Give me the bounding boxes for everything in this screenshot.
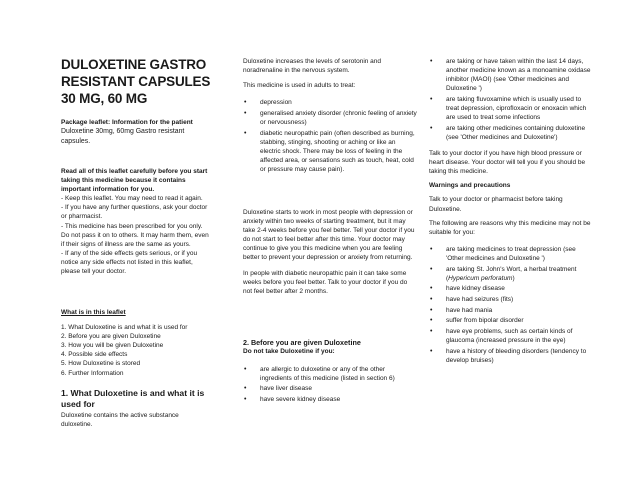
package-leaflet-heading: Package leaflet: Information for the patient bbox=[61, 119, 193, 126]
do-not-take-heading: Do not take Duloxetine if you: bbox=[243, 348, 335, 356]
contents-block bbox=[61, 308, 211, 378]
package-leaflet-block bbox=[61, 118, 211, 146]
uses-list bbox=[243, 98, 417, 174]
reasons-list bbox=[429, 245, 592, 365]
reasons-paragraph: The following are reasons why this medicine may not be suitable for you: bbox=[429, 219, 591, 236]
list-item: • have had mania bbox=[429, 306, 592, 315]
col2-upper bbox=[243, 57, 417, 176]
list-item: • have severe kidney disease bbox=[243, 395, 417, 404]
read-heading: Read all of this leaflet carefully before you start taking this medicine because it contains important information for you. bbox=[61, 168, 208, 194]
list-item: • are taking medicines to treat depression (see 'Other medicines and Duloxetine ') bbox=[429, 245, 592, 263]
talk-paragraph: Talk to your doctor or pharmacist before taking Duloxetine. bbox=[429, 196, 563, 213]
col2-middle bbox=[243, 208, 417, 296]
warnings-heading: Warnings and precautions bbox=[429, 182, 511, 190]
contents-item: 3. How you will be given Duloxetine bbox=[61, 342, 164, 350]
do-not-take-list bbox=[243, 365, 417, 405]
section-2-heading: 2. Before you are given Duloxetine bbox=[243, 338, 361, 347]
read-item: - This medicine has been prescribed for you only. Do not pass it on to others. It may harm them, even if their signs of illness are the same as yours. bbox=[61, 222, 209, 248]
section-2-block bbox=[243, 338, 417, 406]
hypericum-text: Hypericum perforatum bbox=[448, 274, 513, 282]
list-item: • have had seizures (fits) bbox=[429, 295, 592, 304]
list-item bbox=[429, 265, 592, 283]
blood-pressure-paragraph: Talk to your doctor if you have high blood pressure or heart disease. Your doctor will tell you if you should be taking this medicine. bbox=[429, 150, 586, 176]
list-item: • have liver disease bbox=[243, 384, 417, 393]
read-item: - Keep this leaflet. You may need to read it again. bbox=[61, 195, 203, 203]
list-item: • have eye problems, such as certain kinds of glaucoma (increased pressure in the eye) bbox=[429, 327, 592, 345]
list-item: • depression bbox=[243, 98, 417, 107]
contents-item: 1. What Duloxetine is and what it is used for bbox=[61, 324, 188, 332]
depression-paragraph: Duloxetine starts to work in most people with depression or anxiety within two weeks of starting treatment, but it may take 2-4 weeks before you feel better. Tell your doctor if you do not start to feel better after this time. Your doctor may continue to give you this medicine when you are feeling better to prevent your depression or anxiety from returning. bbox=[243, 209, 415, 262]
intro-text: Duloxetine increases the levels of serotonin and noradrenaline in the nervous system. bbox=[243, 58, 382, 75]
hypericum-close: ) bbox=[512, 274, 515, 282]
read-item: - If any of the side effects gets serious, or if you notice any side effects not listed in this leaflet, please tell your doctor. bbox=[61, 249, 198, 276]
contents-item: 4. Possible side effects bbox=[61, 351, 128, 359]
list-item: • generalised anxiety disorder (chronic feeling of anxiety or nervousness) bbox=[243, 109, 417, 127]
list-item: • are taking or have taken within the last 14 days, another medicine known as a monoamine oxidase inhibitor (MAOI) (see 'Other medicines and Duloxetine ') bbox=[429, 57, 592, 93]
contents-heading: What is in this leaflet bbox=[61, 309, 126, 316]
contents-item: 2. Before you are given Duloxetine bbox=[61, 333, 161, 341]
contraindications-list bbox=[429, 57, 592, 142]
contents-item: 5. How Duloxetine is stored bbox=[61, 360, 141, 368]
neuropathic-paragraph: In people with diabetic neuropathic pain it can take some weeks before you feel better. Talk to your doctor if you do not feel better after 2 months. bbox=[243, 269, 408, 295]
leaflet-title: DULOXETINE GASTRO RESISTANT CAPSULES 30 MG, 60 MG bbox=[61, 57, 211, 106]
product-name: Duloxetine 30mg, 60mg Gastro resistant capsules. bbox=[61, 128, 185, 145]
list-item: • suffer from bipolar disorder bbox=[429, 316, 592, 325]
list-item: • diabetic neuropathic pain (often described as burning, stabbing, stinging, shooting or aching or like an electric shock. There may be loss of feeling in the affected area, or sensations such as touch, heat, cold or pressure may cause pain). bbox=[243, 129, 417, 174]
list-item: • have kidney disease bbox=[429, 284, 592, 293]
section-1-text: Duloxetine contains the active substance duloxetine. bbox=[61, 412, 179, 429]
st-johns-wort-text: are taking St. John's Wort, a herbal treatment ( bbox=[446, 265, 577, 282]
read-item: - If you have any further questions, ask your doctor or pharmacist. bbox=[61, 204, 208, 221]
list-item: • have a history of bleeding disorders (tendency to develop bruises) bbox=[429, 347, 592, 365]
list-item: • are taking fluvoxamine which is usually used to treat depression, ciprofloxacin or enoxacin which are used to treat some infections bbox=[429, 95, 592, 122]
used-for-text: This medicine is used in adults to treat: bbox=[243, 82, 356, 90]
section-1-heading: 1. What Duloxetine is and what it is used for bbox=[61, 388, 205, 409]
list-item: • are taking other medicines containing duloxetine (see 'Other medicines and Duloxetine') bbox=[429, 124, 592, 142]
list-item: • are allergic to duloxetine or any of the other ingredients of this medicine (listed in section 6) bbox=[243, 365, 417, 383]
contents-item: 6. Further Information bbox=[61, 369, 124, 377]
col3-upper bbox=[429, 57, 592, 367]
read-leaflet-block bbox=[61, 167, 211, 276]
section-1-block bbox=[61, 388, 211, 429]
